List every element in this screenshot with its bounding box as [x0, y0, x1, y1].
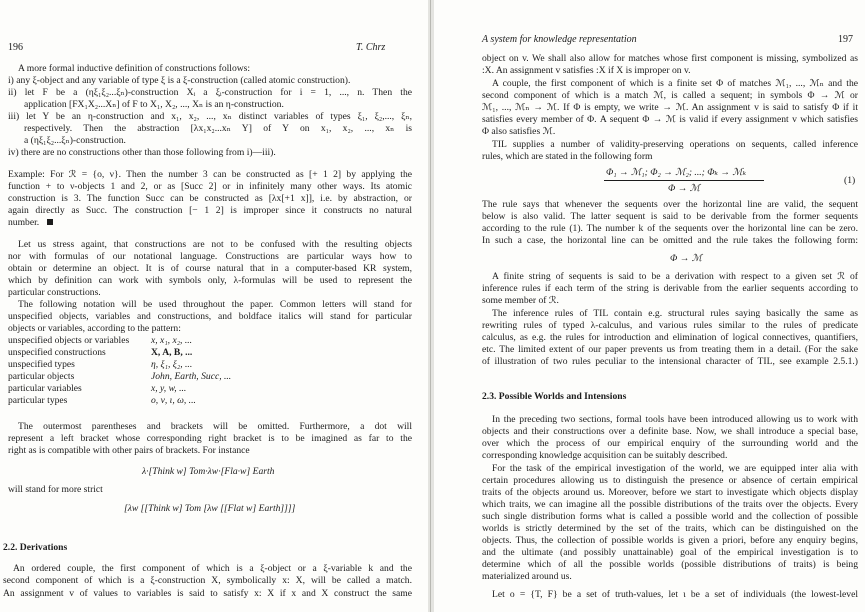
pw-line-3: over which the process of our empirical enquiry of the surrounding world and the	[482, 438, 858, 449]
will-stand-text: will stand for more strict	[8, 484, 103, 495]
example-line-5: number.	[8, 217, 40, 228]
definition-intro: A more formal inductive definition of constructions follows:	[18, 63, 251, 74]
sequent-line-6: satisfies every member of Φ. A sequent Φ → ℳ is valid if every assignment v which satisfies	[482, 114, 858, 125]
notation-value: X, A, B, ...	[151, 347, 193, 358]
right-page-number: 197	[838, 34, 853, 45]
pw-line-9: such single distribution forms what is called a possible world and the collection of possible	[482, 511, 858, 522]
formula-dot-notation: λ·[Think w] Tom·λw·[Fla·w] Earth	[142, 466, 275, 477]
pw-line-15: Let o = {T, F} be a set of truth-values, let ι be a set of individuals (the lowest-level	[492, 589, 858, 600]
right-running-head: A system for knowledge representation	[482, 34, 637, 45]
til-line-1: TIL supplies a number of validity-preserving operations on sequents, called inference	[492, 139, 858, 150]
notation-value: o, ν, ι, ω, ...	[151, 395, 196, 406]
pw-line-2: objects and their constructions over a definite base. Now, we shall introduce a special base,	[482, 426, 858, 437]
notation-label: particular objects	[8, 371, 75, 382]
definition-item-2-cont: application [FX₁X₂...Xₙ] of F to X₁, X₂, ..., Xₙ is an η-construction.	[24, 99, 284, 110]
formula-strict: [λw [[Think w] Tom [λw [[Flat w] Earth]]]]	[124, 503, 296, 514]
rule-explain-1: The rule says that whenever the sequents over the horizontal line are valid, the sequent	[482, 199, 858, 210]
section-heading-derivations: 2.2. Derivations	[3, 542, 68, 553]
definition-item-4: iv) there are no constructions other than those following from i)—iii).	[8, 147, 276, 158]
sequent-line-4: second component of which is a match ℳ, is called a sequent; in symbols Φ → ℳ or	[482, 90, 858, 101]
formula-zero-premises: Φ → ℳ	[670, 253, 702, 264]
pw-line-5: For the task of the empirical investigation of the world, we are equipped inter alia with	[492, 463, 858, 474]
pw-line-10: worlds is strictly determined by the set of the traits, which can be distinguished on the	[482, 523, 858, 534]
rule-denominator: Φ → ℳ	[668, 183, 700, 194]
qed-mark	[47, 219, 53, 225]
example-line-3: construction is 3. The function Succ can be constructed as [λx[+1 x]], i.e. by abstraction, or	[8, 193, 412, 204]
notation-label: unspecified types	[8, 359, 75, 370]
sequent-line-2: :X. An assignment v satisfies :X if X is improper on v.	[482, 65, 691, 76]
derivations-line-3: An assignment v of values to variables is said to satisfy x: X if x and X construct the same	[3, 588, 412, 599]
til-line-2: rules, which are stated in the following form	[482, 151, 653, 162]
left-running-head: T. Chrz	[356, 42, 386, 53]
notation-value: John, Earth, Succ, ...	[151, 371, 232, 382]
rule-number: (1)	[844, 175, 856, 186]
definition-item-1: i) any ξ-object and any variable of type ξ is a ξ-construction (called atomic construction).	[8, 75, 351, 86]
derivation-def-1: A finite string of sequents is said to be a derivation with respect to a given set ℛ of	[492, 271, 858, 282]
pw-line-8: which traits, we can imagine all the possible distributions of the traits over the objects. Every	[482, 499, 858, 510]
gutter-crease	[430, 0, 431, 612]
parentheses-line-2: represent a left bracket whose corresponding right bracket is to be imagined as far to the	[8, 433, 412, 444]
inference-rules-1: The inference rules of TIL contain e.g. structural rules saying basically the same as	[492, 308, 858, 319]
notation-label: unspecified constructions	[8, 347, 106, 358]
sequent-line-1: object on v. We shall also allow for matches whose first component is missing, symbolized as	[482, 53, 858, 64]
sequent-line-7: Φ also satisfies ℳ.	[482, 126, 556, 137]
notation-label: particular variables	[8, 383, 82, 394]
rule-numerator: Φ₁ → ℳ₁; Φ₂ → ℳ₂; ...; Φₖ → ℳₖ	[606, 167, 747, 178]
stress-line-1: Let us stress againt, that constructions are not to be confused with the resulting objects	[18, 239, 412, 250]
pw-line-7: traits of the objects around us. Moreover, before we start to investigate which objects display	[482, 487, 858, 498]
notation-label: unspecified objects or variables	[8, 335, 130, 346]
pw-line-4: corresponding knowledge acquisition can be suitably described.	[482, 450, 728, 461]
example-line-4: again directly as Succ. The construction [− 1 2] is improper since it constructs no natural	[8, 205, 412, 216]
example-line-2: function + to ν-objects 1 and 2, or as [Succ 2] or in infinitely many other ways. Its atomic	[8, 181, 412, 192]
pw-line-13: determine which of all the possible worlds (possible distributions of traits) is being	[482, 559, 858, 570]
section-heading-possible-worlds: 2.3. Possible Worlds and Intensions	[482, 391, 627, 402]
stress-line-4: which by definition can work with symbols only, λ-formulas will be used to represent the	[8, 275, 412, 286]
pw-line-1: In the preceding two sections, formal tools have been introduced allowing us to work with	[492, 414, 858, 425]
definition-item-3-cont: respectively. Then the abstraction [λx₁x₂...xₙ Y] of Y on x₁, x₂, ..., xₙ is	[24, 123, 412, 134]
notation-label: particular types	[8, 395, 68, 406]
pw-line-11: objects. Thus, the collection of possible worlds is given a priori, before any enquiry begins,	[482, 535, 858, 546]
inference-rules-2: rewriting rules of typed λ-calculus, and various rules similar to the rules of predicate	[482, 320, 858, 331]
derivations-line-2: second component of which is a ξ-construction X, symbolically x: X, will be called a match.	[3, 575, 412, 586]
rule-fraction-bar	[604, 180, 764, 181]
left-page	[0, 0, 428, 612]
derivation-def-2: inference rules if each term of the string is derivable from the earlier sequents according to	[482, 283, 858, 294]
sequent-line-3: A couple, the first component of which is a finite set Φ of matches ℳ₁, ..., ℳₙ and the	[492, 78, 858, 89]
pw-line-14: materialized around us.	[482, 571, 572, 582]
pw-line-12: and the ultimate (and possibly unattainable) goal of the empirical investigation is to	[482, 547, 858, 558]
left-page-number: 196	[8, 42, 23, 53]
stress-line-3: obtain or determine an object. It is of course natural that in a computer-based KR system,	[8, 263, 412, 274]
pw-line-6: certain procedures allowing us to distinguish the presence or absence of certain empirical	[482, 475, 858, 486]
definition-item-3-end: a (ηξ₁ξ₂...ξₙ)-construction.	[24, 135, 126, 146]
example-line-1: Example: For ℛ = {o, ν}. Then the number 3 can be constructed as [+ 1 2] by applying the	[8, 169, 412, 180]
derivations-line-1: An ordered couple, the first component of which is a ξ-object or a ξ-variable k and the	[13, 563, 412, 574]
inference-rules-4: etc. The limited extent of our paper prevents us from treating them in a detail. (For the sake	[482, 344, 858, 355]
notation-line-1: The following notation will be used throughout the paper. Common letters will stand for	[18, 299, 412, 310]
stress-line-5: particular constructions.	[8, 287, 101, 298]
rule-explain-4: In such a case, the horizontal line can be omitted and the rule takes the following form:	[482, 235, 858, 246]
notation-line-3: objects or variables, according to the pattern:	[8, 323, 181, 334]
notation-value: η, ξ₁, ξ₂, ...	[151, 359, 193, 370]
inference-rules-5: of illustration of two rules peculiar to the intensional character of TIL, see example 2.5.1.)	[482, 356, 858, 367]
notation-value: x, x₁, x₂, ...	[151, 335, 193, 346]
right-page	[434, 0, 865, 612]
parentheses-line-3: right as is compatible with other pairs of brackets. For instance	[8, 445, 250, 456]
derivation-def-3: some member of ℛ.	[482, 295, 559, 306]
rule-explain-2: below is also valid. The latter sequent is said to be derivable from the former sequents	[482, 211, 858, 222]
inference-rules-3: calculus, as e.g. the rules for introduction and elimination of logical connectives, quantifiers,	[482, 332, 858, 343]
stress-line-2: nor with formulas of our notational language. Constructions are particular ways how to	[8, 251, 412, 262]
rule-explain-3: according to the rule (1). The number k of the sequents over the horizontal line can be zero.	[482, 223, 858, 234]
notation-value: x, y, w, ...	[151, 383, 187, 394]
parentheses-line-1: The outermost parentheses and brackets will be omitted. Furthermore, a dot will	[18, 421, 412, 432]
sequent-line-5: ℳ₁, ..., ℳₙ → ℳ. If Φ is empty, we write → ℳ. An assignment v is said to satisfy Φ if it	[482, 102, 858, 113]
definition-item-2: ii) let F be a (ηξ₁ξ₂...ξₙ)-construction Xᵢ a ξᵢ-construction for i = 1, ..., n. Then the	[8, 87, 412, 98]
notation-line-2: unspecified objects, variables and constructions, and boldface italics will stand for particular	[8, 311, 412, 322]
definition-item-3: iii) let Y be an η-construction and x₁, x₂, ..., xₙ distinct variables of types ξ₁, ξ₂,..., ξₙ,	[8, 111, 412, 122]
